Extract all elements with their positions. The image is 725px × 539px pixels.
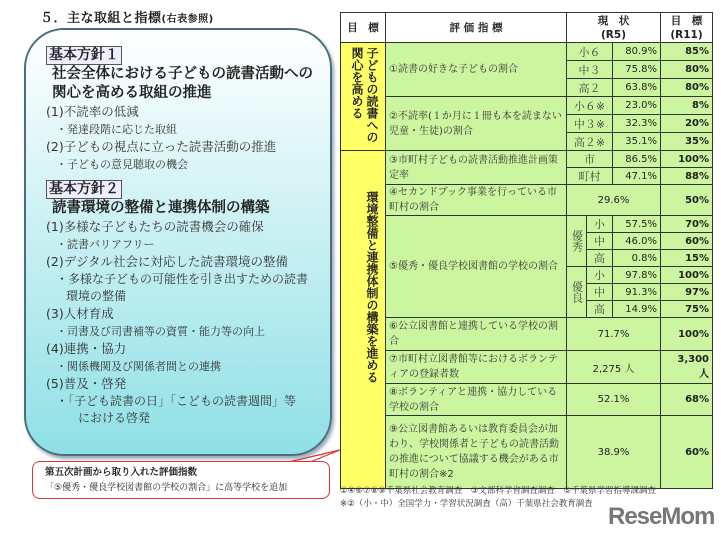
indicator-table bbox=[340, 12, 713, 489]
current-value: 32.3% bbox=[613, 115, 661, 133]
target-value: 3,300 人 bbox=[661, 351, 713, 384]
current-value: 86.5% bbox=[613, 151, 661, 168]
header-current: 現 状 (R5) bbox=[567, 13, 661, 43]
goal-environment: 環境整備と連携体制の構築を進める bbox=[341, 151, 386, 489]
resemom-logo: ReseMom bbox=[608, 503, 715, 530]
target-value: 68% bbox=[661, 384, 713, 416]
callout-box bbox=[32, 461, 330, 499]
current-value: 47.1% bbox=[613, 168, 661, 185]
subitem: ・「子ども読書の日」「こどもの読書週間」等 bbox=[56, 394, 297, 408]
sub-label: 高 bbox=[587, 250, 613, 267]
group-good: 優良 bbox=[567, 267, 587, 318]
policy2-label: 基本方針２ bbox=[46, 180, 122, 199]
callout-text: 「⑤優秀・優良学校図書館の学校の割合」に高等学校を追加 bbox=[45, 483, 288, 493]
current-value: 80.9% bbox=[613, 43, 661, 61]
subitem: における啓発 bbox=[78, 411, 151, 425]
target-value: 88% bbox=[661, 168, 713, 185]
current-value: 52.1% bbox=[567, 384, 661, 416]
target-value: 20% bbox=[661, 115, 713, 133]
current-value: 63.8% bbox=[613, 79, 661, 97]
target-value: 60% bbox=[661, 233, 713, 250]
target-value: 35% bbox=[661, 133, 713, 151]
indicator-7: ⑦市町村立図書館等におけるボランティアの登録者数 bbox=[386, 351, 567, 384]
item: (2)デジタル社会に対応した読書環境の整備 bbox=[46, 254, 288, 269]
subitem: ・子どもの意見聴取の機会 bbox=[56, 158, 188, 171]
item: (4)連携・協力 bbox=[46, 341, 127, 356]
target-value: 50% bbox=[661, 185, 713, 216]
indicator-8: ⑧ボランティアと連携・協力している学校の割合 bbox=[386, 384, 567, 416]
header-target: 目 標 (R11) bbox=[661, 13, 713, 43]
current-value: 91.3% bbox=[613, 284, 661, 301]
current-value: 2,275 人 bbox=[567, 351, 661, 384]
header-indicator: 評 価 指 標 bbox=[386, 13, 567, 43]
sub-label: 高２ bbox=[567, 79, 613, 97]
callout-title: 第五次計画から取り入れた評価指数 bbox=[45, 467, 198, 478]
subitem: ・発達段階に応じた取組 bbox=[56, 123, 177, 136]
indicator-1: ①読書の好きな子どもの割合 bbox=[386, 43, 567, 97]
subitem: ・多様な子どもの可能性を引き出すための読書 bbox=[56, 272, 309, 286]
current-value: 57.5% bbox=[613, 216, 661, 233]
current-value: 29.6% bbox=[567, 185, 661, 216]
target-value: 100% bbox=[661, 151, 713, 168]
current-value: 23.0% bbox=[613, 97, 661, 115]
target-value: 100% bbox=[661, 267, 713, 284]
item: (2)子どもの視点に立った読書活動の推進 bbox=[46, 139, 277, 154]
subitem: 環境の整備 bbox=[66, 289, 127, 303]
footnote: ※②（小・中）全国学力・学習状況調査（高）千葉県社会教育調査 bbox=[340, 499, 593, 509]
current-value: 14.9% bbox=[613, 301, 661, 318]
indicator-4: ④セカンドブック事業を行っている市町村の割合 bbox=[386, 185, 567, 216]
item: (1)多様な子どもたちの読書機会の確保 bbox=[46, 219, 264, 234]
target-value: 97% bbox=[661, 284, 713, 301]
current-value: 0.8% bbox=[613, 250, 661, 267]
item: (1)不読率の低減 bbox=[46, 104, 139, 119]
sub-label: 小 bbox=[587, 267, 613, 284]
target-value: 100% bbox=[661, 318, 713, 351]
sub-label: 小 bbox=[587, 216, 613, 233]
sub-label: 町村 bbox=[567, 168, 613, 185]
current-value: 71.7% bbox=[567, 318, 661, 351]
policy1-label: 基本方針１ bbox=[46, 46, 122, 65]
header-goal: 目 標 bbox=[341, 13, 386, 43]
policy1-title: 社会全体における子どもの読書活動への bbox=[52, 66, 313, 82]
item: (5)普及・啓発 bbox=[46, 376, 127, 391]
subitem: ・読書バリアフリー bbox=[56, 238, 155, 251]
target-value: 60% bbox=[661, 416, 713, 489]
subitem: ・司書及び司書補等の資質・能力等の向上 bbox=[56, 325, 265, 338]
indicator-2: ②不読率(１か月に１冊も本を読まない児童・生徒)の割合 bbox=[386, 97, 567, 151]
sub-label: 中３※ bbox=[567, 115, 613, 133]
sub-label: 中 bbox=[587, 284, 613, 301]
current-value: 35.1% bbox=[613, 133, 661, 151]
indicator-6: ⑥公立図書館と連携している学校の割合 bbox=[386, 318, 567, 351]
sub-label: 小６ bbox=[567, 43, 613, 61]
policy1-title: 関心を高める取組の推進 bbox=[52, 85, 212, 101]
current-value: 38.9% bbox=[567, 416, 661, 489]
item: (3)人材育成 bbox=[46, 306, 114, 321]
target-value: 80% bbox=[661, 79, 713, 97]
target-value: 15% bbox=[661, 250, 713, 267]
indicator-9: ⑨公立図書館あるいは教育委員会が加わり、学校関係者と子どもの読書活動の推進について協議する機会がある市町村の割合※2 bbox=[386, 416, 567, 489]
indicator-5: ⑤優秀・優良学校図書館の学校の割合 bbox=[386, 216, 567, 318]
target-value: 80% bbox=[661, 61, 713, 79]
sub-label: 市 bbox=[567, 151, 613, 168]
sub-label: 小６※ bbox=[567, 97, 613, 115]
group-excellent: 優秀 bbox=[567, 216, 587, 267]
sub-label: 高 bbox=[587, 301, 613, 318]
goal-interest: 子どもの読書への 関心を高める bbox=[341, 43, 386, 151]
footnote: ①④⑥⑦⑧⑨千葉県社会教育調査 ③文部科学省調査調査 ⑤千葉県学習指導課調査 bbox=[340, 486, 656, 496]
current-value: 46.0% bbox=[613, 233, 661, 250]
policy2-title: 読書環境の整備と連携体制の構築 bbox=[52, 200, 270, 216]
section-title: ５．主な取組と指標(右表参照) bbox=[40, 11, 214, 26]
sub-label: 高２※ bbox=[567, 133, 613, 151]
current-value: 97.8% bbox=[613, 267, 661, 284]
target-value: 8% bbox=[661, 97, 713, 115]
subitem: ・関係機関及び関係者間との連携 bbox=[56, 360, 221, 373]
sub-label: 中 bbox=[587, 233, 613, 250]
target-value: 75% bbox=[661, 301, 713, 318]
indicator-3: ③市町村子どもの読書活動推進計画策定率 bbox=[386, 151, 567, 185]
sub-label: 中３ bbox=[567, 61, 613, 79]
current-value: 75.8% bbox=[613, 61, 661, 79]
target-value: 85% bbox=[661, 43, 713, 61]
target-value: 70% bbox=[661, 216, 713, 233]
